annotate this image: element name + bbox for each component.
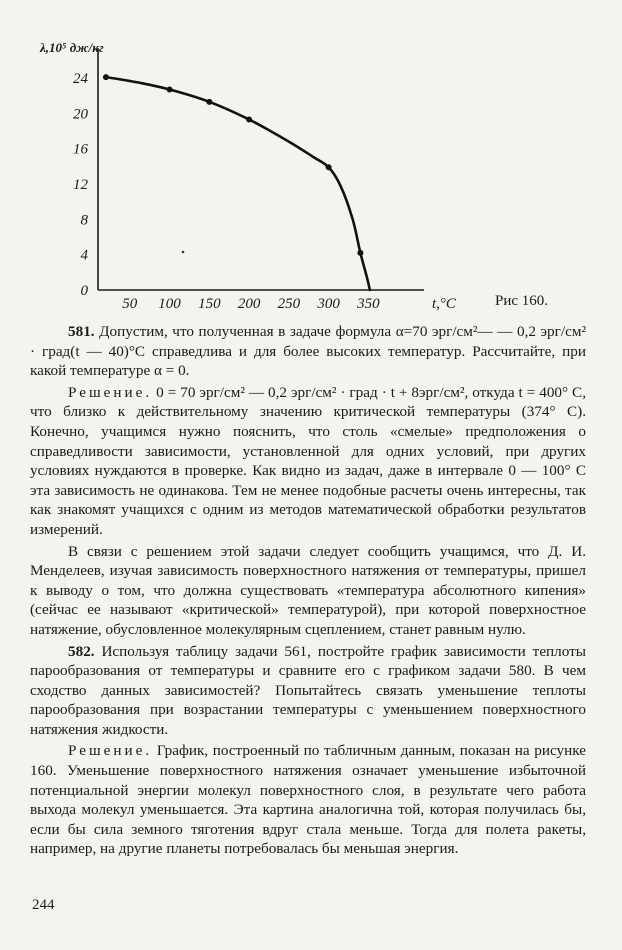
problem-text: Используя таблицу задачи 561, постройте график зависимости теплоты парообразования от температуры и сравните его с графиком задачи 580. В чем сходство данных зависимостей? Попытайтесь связать уменьшение теплоты парообразования при возрастании температуры с уменьшением поверхностного натяжения жидкости. [30, 642, 586, 738]
page-number: 244 [32, 897, 55, 913]
data-point [167, 86, 173, 92]
solution-label: Решение. [68, 742, 153, 760]
x-tick-label: 250 [277, 296, 301, 312]
problem-number: 581. [68, 323, 95, 340]
x-tick-label: 200 [237, 296, 261, 312]
y-tick-label: 20 [73, 106, 88, 123]
y-tick-label: 4 [80, 247, 88, 264]
paragraph-mendeleev: В связи с решением этой задачи следует сообщить учащимся, что Д. И. Менделеев, изучая зависимость поверхностного натяжения от температуры, пришел к выводу о том, что должна существовать «температура абсолютного кипения» (сейчас ее называют «критической» температурой), при которой поверхностное натяжение, обусловленное молекулярным сцеплением, станет равным нулю. [30, 542, 586, 638]
y-tick-label: 16 [73, 141, 88, 158]
data-point [326, 164, 332, 170]
x-tick-label: 150 [198, 296, 221, 312]
x-tick-label: 100 [158, 296, 181, 312]
y-tick-labels [73, 71, 89, 299]
x-tick-label: 50 [122, 296, 138, 312]
solution-text: График, построенный по табличным данным, показан на рисунке 160. Уменьшение поверхностного натяжения означает уменьшение избыточной потенциальной энергии молекул поверхностного слоя, в результате чего работа выхода молекул уменьшается. Эта картина аналогична той, которая получилась бы, если бы сила земного тяготения вдруг стала меньше. Тогда для полета ракеты, например, на другие планеты потребовалась бы меньшая энергия. [30, 742, 586, 858]
problem-581 [30, 322, 586, 381]
y-axis-label: λ,10⁵ дж/кг [40, 40, 104, 55]
problem-number: 582. [68, 642, 95, 660]
figure-caption: Рис 160. [495, 293, 549, 309]
x-tick-label: 350 [357, 296, 380, 312]
solution-label: Решение. [68, 383, 153, 401]
series-line [106, 77, 370, 290]
x-axis-label: t,°C [432, 296, 456, 312]
figure-160-chart [0, 0, 622, 320]
x-tick-labels [122, 296, 380, 312]
solution-text: 0 = 70 эрг/см² — 0,2 эрг/см² · град · t + 8эрг/см², откуда t = 400° С, что близко к действительному значению критической температуры (374° С). Конечно, учащимся нужно пояснить, что столь «смелые» предположения о справедливости зависимости, установленной для одних условий, при других условиях нуждаются в проверке. Как видно из задач, даже в интервале 0 — 100° С эта зависимость не одинакова. Тем не менее подобные расчеты очень интересны, так как знакомят учащихся с одним из методов математической обработки результатов измерений. [30, 383, 586, 538]
data-point [357, 250, 363, 256]
y-tick-label: 8 [80, 212, 88, 229]
x-tick-label: 300 [317, 296, 340, 312]
y-tick-label: 0 [80, 283, 88, 299]
data-point [103, 74, 109, 80]
data-point [206, 99, 212, 105]
solution-581 [30, 383, 586, 540]
solution-582 [30, 741, 586, 859]
y-tick-label: 24 [73, 71, 88, 87]
problem-582 [30, 642, 586, 740]
data-point [246, 117, 252, 123]
problem-text: Допустим, что полученная в задаче формула α=70 эрг/см²— — 0,2 эрг/см² · град(t — 40)°C справедлива и для более высоких температур. Рассчитайте, при какой температуре α = 0. [30, 323, 586, 380]
stray-mark [182, 251, 185, 254]
y-tick-label: 12 [73, 177, 88, 193]
page-body [30, 322, 586, 859]
